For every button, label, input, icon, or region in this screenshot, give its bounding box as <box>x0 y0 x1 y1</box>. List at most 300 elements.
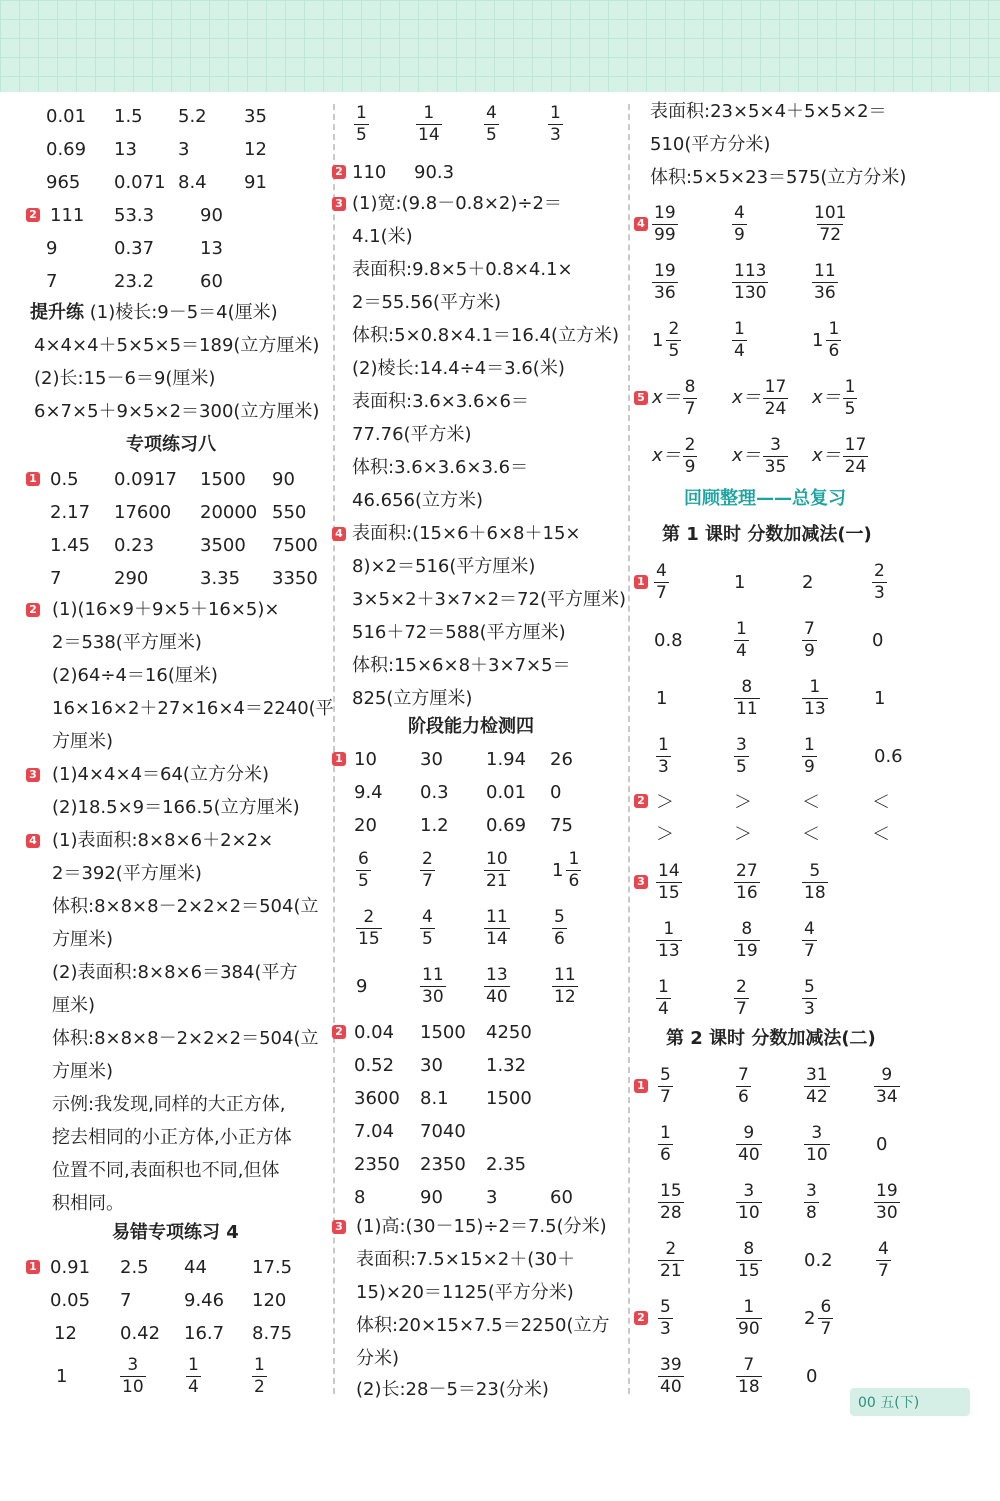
answer-cell <box>656 860 682 903</box>
answer-cell <box>50 469 79 490</box>
fraction <box>872 560 887 603</box>
fraction <box>843 376 858 419</box>
answer-cell <box>732 318 747 361</box>
answer-line <box>52 1190 124 1218</box>
answer-row <box>632 856 932 908</box>
answer-value: 0 <box>872 629 884 651</box>
answer-value: 91 <box>244 171 267 193</box>
answer-cell <box>656 976 671 1019</box>
answer-cell <box>656 688 667 709</box>
fraction-numerator: 5 <box>660 1296 671 1317</box>
answer-line <box>52 695 334 723</box>
answer-cell <box>120 1290 131 1311</box>
fraction-numerator: 2 <box>363 906 375 927</box>
answer-cell <box>186 1354 201 1397</box>
answer-cell <box>550 749 573 770</box>
fraction-denominator: 5 <box>668 340 680 361</box>
answer-row <box>28 1319 324 1347</box>
answer-line <box>52 794 300 822</box>
answer-value: 1 <box>56 1365 68 1387</box>
answer-text: 2＝538(平方厘米) <box>52 632 202 653</box>
answer-cell <box>734 734 749 777</box>
answer-value: 0.01 <box>486 781 527 803</box>
answer-line <box>352 289 501 317</box>
answer-cell <box>354 782 383 803</box>
fraction-numerator: 17 <box>764 376 787 397</box>
fraction-numerator: 11 <box>814 260 836 281</box>
fraction <box>356 906 382 949</box>
question-number-badge: 1 <box>634 1079 648 1093</box>
answer-cell <box>354 815 377 836</box>
question-number-badge: 2 <box>332 1025 346 1039</box>
answer-cell <box>414 162 454 183</box>
answer-cell <box>356 906 382 949</box>
answer-cell <box>354 1088 400 1109</box>
answer-cell <box>804 1064 830 1107</box>
fraction <box>736 1180 762 1223</box>
answer-line <box>352 619 566 647</box>
fraction-numerator: 14 <box>658 860 680 881</box>
answer-cell <box>50 535 90 556</box>
section-heading: 阶段能力检测四 <box>408 716 534 737</box>
fraction <box>826 318 841 361</box>
answer-line <box>34 332 319 360</box>
exercise-label: 提升练 <box>30 302 84 323</box>
fraction-numerator: 19 <box>654 260 676 281</box>
fraction-numerator: 3 <box>127 1354 139 1375</box>
answer-cell <box>658 1180 684 1223</box>
answer-cell <box>50 205 84 226</box>
answer-cell <box>732 260 768 303</box>
answer-row <box>28 267 324 295</box>
column-divider-2 <box>628 104 630 1394</box>
answer-line <box>52 1157 279 1185</box>
fraction <box>566 848 581 891</box>
answer-row <box>348 158 624 186</box>
answer-cell <box>272 502 306 523</box>
fraction <box>732 260 768 303</box>
answer-cell <box>734 676 760 719</box>
answer-cell <box>656 734 671 777</box>
answer-row <box>348 960 624 1012</box>
answer-cell <box>802 676 828 719</box>
answer-cell <box>876 1238 891 1281</box>
answer-cell <box>734 788 752 814</box>
fraction-denominator: 21 <box>660 1260 682 1281</box>
answer-cell <box>178 139 189 160</box>
answer-value: 20 <box>354 814 377 836</box>
answer-cell <box>804 1250 833 1271</box>
answer-text: 516＋72＝588(平方厘米) <box>352 622 566 643</box>
mixed-number <box>812 318 841 361</box>
fraction <box>804 1180 819 1223</box>
fraction <box>804 1064 830 1107</box>
answer-cell <box>802 734 817 777</box>
fraction-denominator: 7 <box>736 998 747 1019</box>
answer-line <box>356 1345 399 1373</box>
answer-cell <box>804 1122 830 1165</box>
answer-cell <box>874 746 903 767</box>
answer-cell <box>486 782 526 803</box>
answer-text: (1)表面积:8×8×6＋2×2× <box>52 830 274 851</box>
answer-value: 17600 <box>114 501 172 523</box>
fraction <box>874 1180 900 1223</box>
answer-cell <box>420 1055 443 1076</box>
answer-cell <box>114 238 154 259</box>
question-number-badge: 3 <box>634 875 648 889</box>
fraction <box>734 976 749 1019</box>
answer-cell <box>548 102 563 145</box>
answer-cell <box>658 1064 673 1107</box>
fraction-numerator: 9 <box>881 1064 893 1085</box>
fraction-numerator: 1 <box>568 848 580 869</box>
answer-text: (2)长:15－6＝9(厘米) <box>34 368 216 389</box>
mixed-number <box>804 1296 833 1339</box>
answer-value: 7.04 <box>354 1120 395 1142</box>
answer-line <box>52 959 297 987</box>
answer-value: 9.46 <box>184 1289 225 1311</box>
answer-cell <box>120 1323 160 1344</box>
answer-line <box>356 1279 574 1307</box>
answer-page <box>0 92 1000 1501</box>
fraction-numerator: 4 <box>734 202 745 223</box>
answer-cell <box>658 1354 684 1397</box>
fraction <box>548 102 563 145</box>
answer-text: (2)表面积:8×8×6＝384(平方 <box>52 962 298 983</box>
fraction <box>804 1122 830 1165</box>
answer-row <box>348 902 624 954</box>
answer-value: ＜ <box>802 824 820 845</box>
answer-row <box>632 314 932 366</box>
answer-cell <box>486 1187 497 1208</box>
answer-value: 1.5 <box>114 105 143 127</box>
equation-prefix: x＝ <box>652 387 681 408</box>
answer-column-3 <box>632 92 932 1412</box>
answer-value: 75 <box>550 814 573 836</box>
answer-line <box>356 1312 610 1340</box>
fraction <box>732 202 747 245</box>
answer-cell <box>736 1296 762 1339</box>
answer-cell <box>244 139 267 160</box>
answer-text: (1)(16×9＋9×5＋16×5)× <box>52 599 280 620</box>
answer-row <box>632 1234 932 1286</box>
answer-cell <box>872 788 890 814</box>
fraction-numerator: 1 <box>844 376 856 397</box>
fraction-numerator: 3 <box>743 1180 755 1201</box>
answer-value: 0.071 <box>114 171 166 193</box>
fraction <box>656 976 671 1019</box>
fraction-numerator: 8 <box>684 376 696 397</box>
answer-cell <box>654 630 683 651</box>
equation-prefix: x＝ <box>812 445 841 466</box>
answer-cell <box>356 976 367 997</box>
fraction-denominator: 11 <box>736 698 758 719</box>
answer-cell <box>46 106 86 127</box>
question-number-badge: 1 <box>26 1260 40 1274</box>
fraction <box>736 1064 751 1107</box>
answer-cell <box>114 172 166 193</box>
answer-line <box>52 860 202 888</box>
answer-cell <box>734 572 745 593</box>
answer-cell <box>114 469 177 490</box>
answer-cell <box>420 964 446 1007</box>
answer-row <box>348 1150 624 1178</box>
answer-value: 7500 <box>272 534 318 556</box>
answer-value: 1 <box>734 571 746 593</box>
answer-value: 16.7 <box>184 1322 225 1344</box>
fraction-denominator: 21 <box>486 870 508 891</box>
fraction <box>652 202 678 245</box>
answer-value: 1 <box>874 687 886 709</box>
answer-cell <box>200 535 246 556</box>
fraction <box>656 734 671 777</box>
fraction-numerator: 39 <box>660 1354 682 1375</box>
answer-text: 位置不同,表面积也不同,但体 <box>52 1160 280 1181</box>
answer-row <box>28 135 324 163</box>
fraction <box>734 618 749 661</box>
answer-cell <box>658 1238 684 1281</box>
answer-row <box>632 256 932 308</box>
fraction <box>666 318 681 361</box>
question-number-badge: 2 <box>26 208 40 222</box>
fraction-denominator: 9 <box>804 640 815 661</box>
answer-cell <box>252 1257 292 1278</box>
answer-value: 550 <box>272 501 307 523</box>
answer-line <box>52 761 269 789</box>
answer-cell <box>734 976 749 1019</box>
fraction <box>736 1238 762 1281</box>
answer-text: (2)64÷4＝16(厘米) <box>52 665 218 686</box>
answer-value: 90 <box>200 204 223 226</box>
fraction-denominator: 40 <box>738 1144 760 1165</box>
answer-cell <box>184 1290 224 1311</box>
fraction-numerator: 1 <box>736 618 747 639</box>
answer-value: 3 <box>486 1186 498 1208</box>
answer-row <box>632 1060 932 1112</box>
fraction <box>356 848 371 891</box>
fraction-denominator: 19 <box>736 940 758 961</box>
fraction-denominator: 30 <box>422 986 444 1007</box>
fraction <box>876 1238 891 1281</box>
answer-cell <box>416 102 442 145</box>
answer-row <box>348 844 624 896</box>
fraction-denominator: 40 <box>660 1376 682 1397</box>
fraction <box>732 318 747 361</box>
section-heading: 第 2 课时 分数加减法(二) <box>666 1028 876 1049</box>
fraction-numerator: 19 <box>876 1180 898 1201</box>
answer-cell <box>200 469 246 490</box>
answer-cell <box>120 1257 149 1278</box>
answer-cell <box>420 815 449 836</box>
answer-value: 4250 <box>486 1021 532 1043</box>
fraction <box>420 848 435 891</box>
fraction <box>874 1064 900 1107</box>
fraction <box>658 1296 673 1339</box>
answer-value: 7 <box>120 1289 132 1311</box>
fraction <box>416 102 442 145</box>
answer-text: 表面积:9.8×5＋0.8×4.1× <box>352 259 573 280</box>
fraction-denominator: 18 <box>804 882 826 903</box>
fraction <box>734 918 760 961</box>
fraction-numerator: 19 <box>654 202 676 223</box>
fraction-denominator: 12 <box>554 986 576 1007</box>
fraction-denominator: 99 <box>654 224 676 245</box>
fraction <box>252 1354 267 1397</box>
fraction-denominator: 90 <box>738 1318 760 1339</box>
fraction-denominator: 2 <box>254 1376 265 1397</box>
fraction-numerator: 6 <box>358 848 369 869</box>
fraction-denominator: 14 <box>418 124 440 145</box>
answer-cell <box>484 964 510 1007</box>
answer-cell <box>46 139 86 160</box>
section-heading: 专项练习八 <box>126 434 216 455</box>
fraction-numerator: 1 <box>804 734 815 755</box>
answer-value: ＞ <box>656 824 674 845</box>
answer-cell <box>654 560 669 603</box>
answer-value: 0.42 <box>120 1322 161 1344</box>
fraction-numerator: 31 <box>806 1064 828 1085</box>
fraction-denominator: 4 <box>188 1376 199 1397</box>
answer-row <box>632 1118 932 1170</box>
fraction-numerator: 4 <box>656 560 667 581</box>
answer-row <box>632 914 932 966</box>
answer-cell <box>732 376 788 419</box>
fraction-numerator: 1 <box>188 1354 199 1375</box>
answer-value: ＜ <box>802 792 820 813</box>
question-number-badge: 3 <box>26 768 40 782</box>
answer-cell <box>732 202 747 245</box>
answer-row <box>632 430 932 482</box>
answer-value: 10 <box>354 748 377 770</box>
answer-line <box>52 1124 292 1152</box>
answer-text: 体积:8×8×8－2×2×2＝504(立 <box>52 1028 319 1049</box>
answer-cell <box>420 1088 449 1109</box>
answer-cell <box>50 1290 90 1311</box>
answer-value: 23.2 <box>114 270 155 292</box>
fraction-denominator: 42 <box>806 1086 828 1107</box>
answer-cell <box>804 1296 833 1339</box>
answer-cell <box>734 618 749 661</box>
answer-cell <box>50 1257 90 1278</box>
answer-cell <box>734 860 760 903</box>
fraction-denominator: 7 <box>684 398 696 419</box>
answer-cell <box>550 815 573 836</box>
answer-line <box>352 322 619 350</box>
answer-value: 1500 <box>486 1087 532 1109</box>
fraction-numerator: 1 <box>658 976 669 997</box>
question-number-badge: 1 <box>634 575 648 589</box>
answer-text: 2＝392(平方厘米) <box>52 863 202 884</box>
fraction-numerator: 5 <box>809 860 821 881</box>
fraction-denominator: 35 <box>764 456 787 477</box>
answer-cell <box>802 820 820 846</box>
answer-cell <box>114 535 154 556</box>
fraction-denominator: 30 <box>876 1202 898 1223</box>
fraction <box>658 1180 684 1223</box>
fraction-denominator: 7 <box>878 1260 889 1281</box>
fraction <box>802 918 817 961</box>
answer-value: 13 <box>114 138 137 160</box>
answer-cell <box>802 572 813 593</box>
answer-cell <box>802 860 828 903</box>
answer-cell <box>486 1022 532 1043</box>
mixed-whole: 1 <box>552 859 564 881</box>
answer-text: 表面积:7.5×15×2＋(30＋ <box>356 1249 576 1270</box>
fraction-numerator: 1 <box>658 734 669 755</box>
answer-value: 90 <box>272 468 295 490</box>
question-number-badge: 2 <box>634 794 648 808</box>
question-number-badge: 1 <box>332 752 346 766</box>
answer-cell <box>552 964 578 1007</box>
fraction-numerator: 11 <box>422 964 444 985</box>
answer-cell <box>50 568 61 589</box>
answer-cell <box>420 782 449 803</box>
fraction-numerator: 113 <box>734 260 767 281</box>
fraction-numerator: 3 <box>806 1180 817 1201</box>
fraction-denominator: 72 <box>819 224 842 245</box>
answer-cell <box>54 1323 77 1344</box>
answer-value: 111 <box>50 204 85 226</box>
answer-value: 0.2 <box>804 1249 833 1271</box>
column-divider-1 <box>333 104 335 1394</box>
answer-cell <box>354 1187 365 1208</box>
answer-line <box>352 586 626 614</box>
fraction-numerator: 9 <box>743 1122 755 1143</box>
answer-value: 30 <box>420 748 443 770</box>
answer-cell <box>354 1121 394 1142</box>
fraction <box>186 1354 201 1397</box>
answer-row <box>632 787 932 815</box>
answer-line <box>52 1025 318 1053</box>
answer-value: 3.35 <box>200 567 241 589</box>
fraction-denominator: 13 <box>658 940 680 961</box>
fraction-denominator: 6 <box>738 1086 749 1107</box>
answer-text: 体积:20×15×7.5＝2250(立方 <box>356 1315 610 1336</box>
fraction-numerator: 7 <box>743 1354 755 1375</box>
answer-cell <box>354 1154 400 1175</box>
fraction-numerator: 15 <box>660 1180 682 1201</box>
fraction-denominator: 5 <box>356 124 367 145</box>
answer-value: 53.3 <box>114 204 155 226</box>
answer-cell <box>652 202 678 245</box>
page-footer-label: 00 五(下) <box>858 1395 920 1411</box>
answer-cell <box>50 502 90 523</box>
answer-cell <box>114 205 154 226</box>
fraction <box>658 1064 673 1107</box>
answer-cell <box>354 1022 394 1043</box>
fraction-numerator: 8 <box>743 1238 755 1259</box>
answer-cell <box>200 271 223 292</box>
answer-cell <box>658 1122 673 1165</box>
fraction-denominator: 5 <box>422 928 433 949</box>
fraction-denominator: 34 <box>876 1086 898 1107</box>
fraction-denominator: 13 <box>804 698 826 719</box>
fraction-numerator: 3 <box>736 734 747 755</box>
answer-value: 0.5 <box>50 468 79 490</box>
answer-cell <box>484 102 499 145</box>
answer-line <box>356 1213 607 1241</box>
fraction-numerator: 1 <box>663 918 675 939</box>
answer-line <box>52 992 95 1020</box>
fraction <box>802 618 817 661</box>
question-number-badge: 4 <box>332 527 346 541</box>
fraction-numerator: 1 <box>660 1122 671 1143</box>
answer-cell <box>420 1187 443 1208</box>
fraction-denominator: 36 <box>654 282 676 303</box>
answer-cell <box>252 1290 286 1311</box>
answer-value: 8 <box>354 1186 366 1208</box>
answer-cell <box>114 139 137 160</box>
